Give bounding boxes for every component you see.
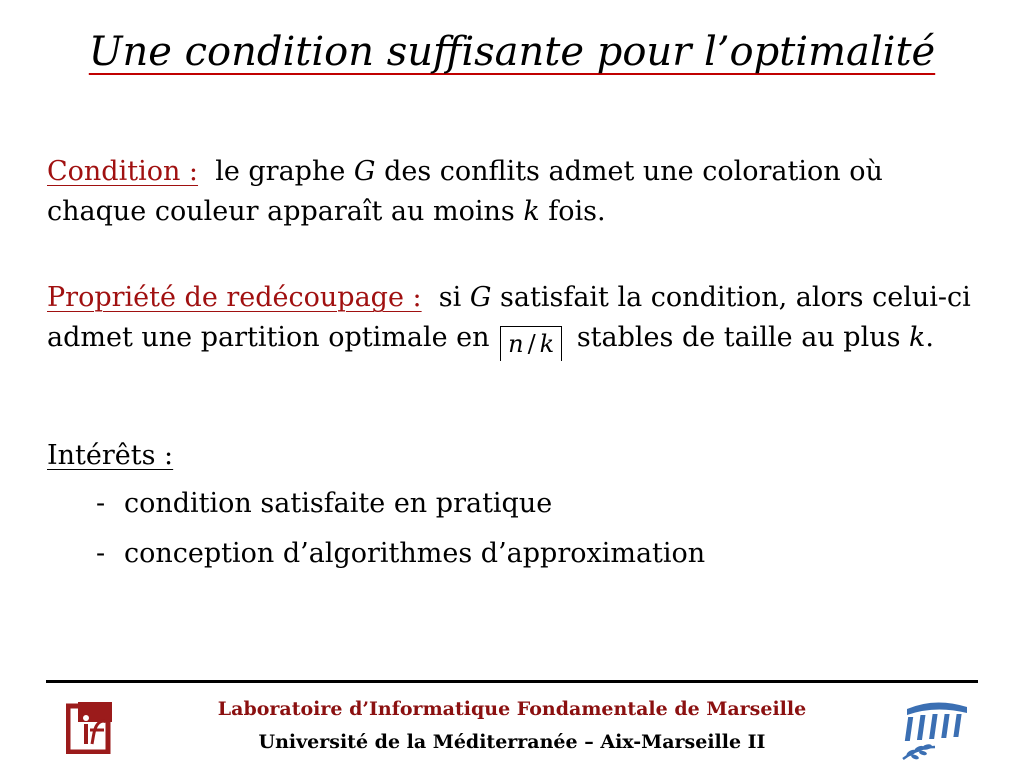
condition-var-g: G [353,156,376,187]
ceil-n: n [508,330,524,358]
list-item-text: conception d’algorithmes d’approximation [124,538,706,569]
property-text-c: stables de taille au plus [576,322,910,353]
footer-university: Université de la Méditerranée – Aix-Marseille II [258,731,766,753]
property-text-a: si [438,282,470,313]
property-text-d: . [925,322,934,353]
slide-title [0,22,1024,82]
property-paragraph [47,278,977,361]
condition-text-b: des conflits admet une coloration où chaque couleur apparaît au moins [47,156,883,227]
property-term: Propriété de redécoupage : [47,282,422,313]
property-var-g: G [469,282,492,313]
list-item-text: condition satisfaite en pratique [124,488,553,519]
footer-divider [46,680,978,683]
condition-term: Condition : [47,156,199,187]
condition-paragraph [47,152,977,232]
university-temple-logo-icon [895,697,977,761]
condition-text-a: le graphe [215,156,354,187]
slide-title-text: Une condition suffisante pour l’optimalité [88,29,936,75]
condition-var-k: k [523,196,540,227]
interets-heading [47,436,977,476]
footer-lab: Laboratoire d’Informatique Fondamentale de Marseille [217,698,807,720]
condition-text-c: fois. [539,196,606,227]
list-item-dash: - [96,538,106,569]
list-item-dash: - [96,488,106,519]
interets-heading-text: Intérêts : [47,440,174,471]
property-text-b: satisfait la condition, alors celui-ci admet une partition optimale en [47,282,971,353]
property-var-k: k [909,322,926,353]
ceil-k: k [539,330,555,358]
list-item [96,484,976,524]
list-item [96,534,976,574]
ceiling-expression [500,326,562,361]
ceil-slash: / [527,330,536,358]
